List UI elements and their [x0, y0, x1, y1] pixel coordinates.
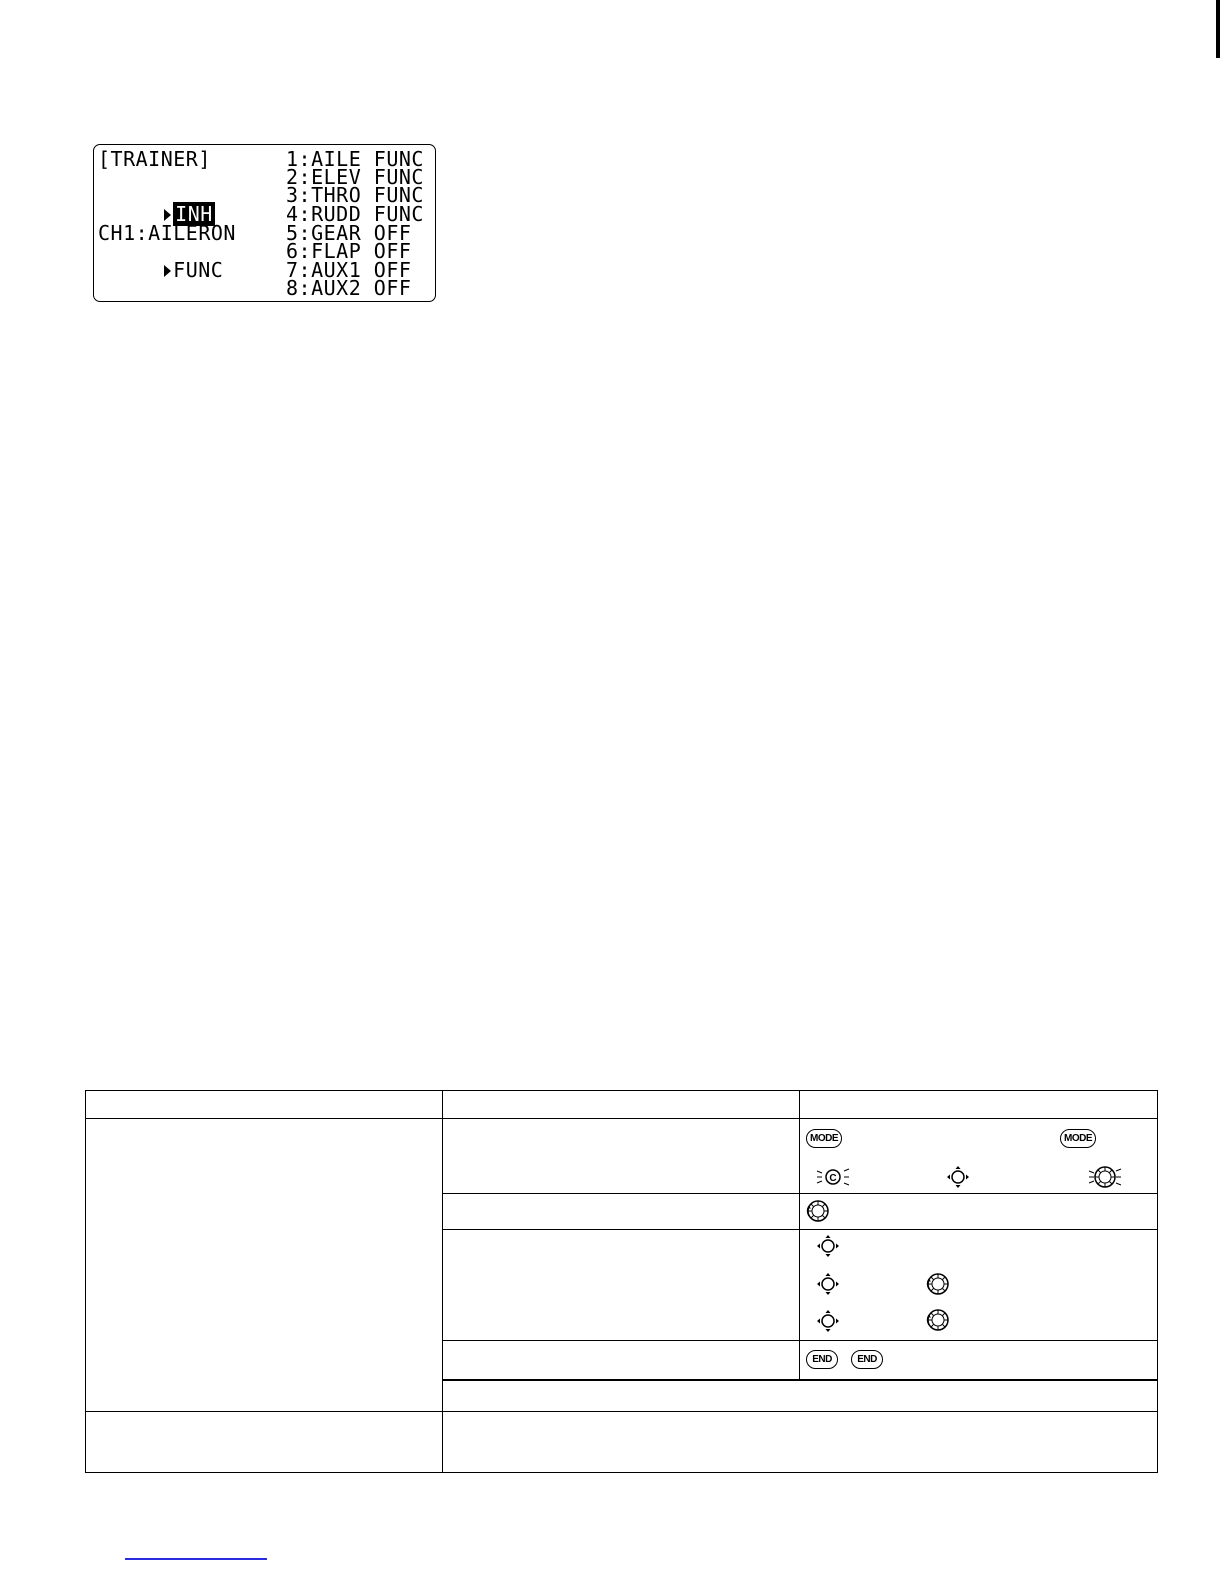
dial-turn-icon[interactable]: [926, 1308, 952, 1334]
note-cell: [443, 1411, 1158, 1472]
dial-turn-icon[interactable]: [806, 1199, 832, 1225]
lcd-function-value[interactable]: FUNC: [173, 257, 224, 282]
cursor-pad-icon[interactable]: [816, 1234, 840, 1258]
table-row: [86, 1411, 1158, 1472]
function-description-cell: [86, 1411, 443, 1472]
end-button[interactable]: END: [806, 1350, 838, 1369]
step-input-cell: [800, 1194, 1158, 1230]
lcd-channel-row[interactable]: 6:FLAP OFF: [286, 239, 412, 263]
step-description-cell: [443, 1119, 800, 1194]
lcd-channel-row[interactable]: 1:AILE FUNC: [286, 147, 424, 171]
mode-button[interactable]: MODE: [806, 1129, 842, 1148]
cursor-pad-icon[interactable]: [816, 1272, 840, 1296]
end-button[interactable]: END: [851, 1350, 883, 1369]
setup-table: [85, 1090, 1158, 1473]
step-description-cell: [443, 1341, 800, 1381]
page-edge-rule: [1216, 0, 1220, 58]
lcd-channel-row[interactable]: 7:AUX1 OFF: [286, 258, 412, 282]
lcd-mode-value[interactable]: INH: [175, 201, 213, 226]
step-input-cell: [800, 1230, 1158, 1341]
step-description-cell: [443, 1230, 800, 1341]
table-header-cell: [86, 1091, 443, 1119]
lcd-channel-row[interactable]: 8:AUX2 OFF: [286, 276, 412, 300]
lcd-channel-label: CH1:AILERON: [98, 221, 236, 245]
lcd-channel-row[interactable]: 2:ELEV FUNC: [286, 165, 424, 189]
dial-press-icon[interactable]: [1086, 1165, 1124, 1189]
step-input-cell: [800, 1119, 1158, 1194]
function-description-cell: [86, 1119, 443, 1412]
cursor-arrow-icon: [164, 265, 171, 277]
table-row: [86, 1119, 1158, 1194]
svg-text:C: C: [829, 1173, 837, 1184]
cursor-arrow-icon: [164, 209, 171, 221]
lcd-channel-row[interactable]: 5:GEAR OFF: [286, 221, 412, 245]
mode-button[interactable]: MODE: [1060, 1129, 1096, 1148]
table-header-cell: [443, 1091, 800, 1119]
cursor-pad-icon[interactable]: [946, 1165, 970, 1189]
step-input-cell: [800, 1341, 1158, 1381]
dial-turn-icon[interactable]: [926, 1272, 952, 1298]
table-header-cell: [800, 1091, 1158, 1119]
lcd-channel-row[interactable]: 4:RUDD FUNC: [286, 202, 424, 226]
footer-link-underline[interactable]: [125, 1558, 267, 1560]
lcd-title: [TRAINER]: [98, 147, 211, 171]
lcd-function-row[interactable]: [114, 242, 223, 298]
clear-key-icon[interactable]: [816, 1165, 850, 1189]
table-header-row: [86, 1091, 1158, 1119]
cursor-pad-icon[interactable]: [816, 1309, 840, 1333]
lcd-channel-row[interactable]: 3:THRO FUNC: [286, 183, 424, 207]
note-cell: [443, 1380, 1158, 1411]
lcd-screen: [93, 144, 436, 302]
step-description-cell: [443, 1194, 800, 1230]
